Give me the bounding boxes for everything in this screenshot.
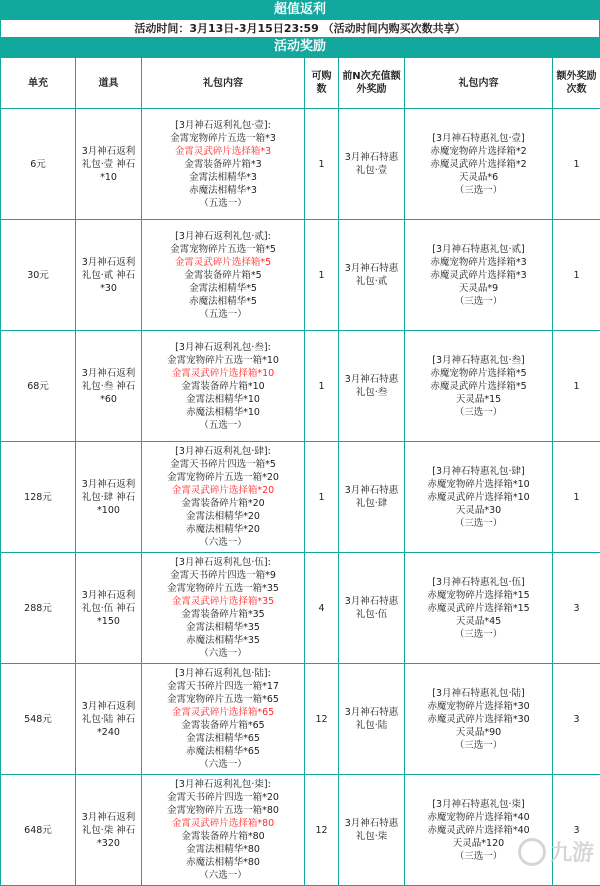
cell-gift2 bbox=[405, 331, 553, 442]
cell-item: 3月神石返利礼包·陆 神石*240 bbox=[76, 664, 142, 775]
gift-line: 金霄宠物碎片五选一箱*80 bbox=[144, 804, 302, 817]
gift-line: （六选一） bbox=[144, 647, 302, 660]
cell-item: 3月神石返利礼包·伍 神石*150 bbox=[76, 553, 142, 664]
gift-line: （三选一） bbox=[407, 850, 550, 863]
gift-line: 金霄天书碎片四选一箱*17 bbox=[144, 680, 302, 693]
gift-line: 赤魔灵武碎片选择箱*30 bbox=[407, 713, 550, 726]
gift-line: 赤魔宠物碎片选择箱*10 bbox=[407, 478, 550, 491]
gift-line: 天灵晶*9 bbox=[407, 282, 550, 295]
cell-amount: 68元 bbox=[1, 331, 76, 442]
gift-line: 天灵晶*120 bbox=[407, 837, 550, 850]
cell-item: 3月神石返利礼包·肆 神石*100 bbox=[76, 442, 142, 553]
gift-line: （六选一） bbox=[144, 536, 302, 549]
gift-line: 赤魔法相精华*20 bbox=[144, 523, 302, 536]
cell-extra: 3月神石特惠礼包·叁 bbox=[339, 331, 405, 442]
section-title: 活动奖励 bbox=[0, 37, 600, 57]
table-header-row bbox=[1, 58, 600, 109]
cell-gift2 bbox=[405, 553, 553, 664]
cell-gift bbox=[142, 331, 305, 442]
gift-line: 赤魔宠物碎片选择箱*40 bbox=[407, 811, 550, 824]
gift-line: 金霄宠物碎片五选一箱*10 bbox=[144, 354, 302, 367]
gift-line: 金霄灵武碎片选择箱*65 bbox=[144, 706, 302, 719]
gift-line: 金霄灵武碎片选择箱*3 bbox=[144, 145, 302, 158]
cell-extra: 3月神石特惠礼包·肆 bbox=[339, 442, 405, 553]
gift-line: [3月神石特惠礼包·叁] bbox=[407, 354, 550, 367]
gift-line: （三选一） bbox=[407, 295, 550, 308]
cell-item: 3月神石返利礼包·柒 神石*320 bbox=[76, 775, 142, 886]
col-header-gift: 礼包内容 bbox=[142, 58, 305, 109]
table-body bbox=[1, 109, 600, 886]
gift-line: 金霄装备碎片箱*80 bbox=[144, 830, 302, 843]
gift-line: [3月神石特惠礼包·肆] bbox=[407, 465, 550, 478]
gift-line: 金霄灵武碎片选择箱*10 bbox=[144, 367, 302, 380]
gift-line: （三选一） bbox=[407, 406, 550, 419]
cell-count: 4 bbox=[305, 553, 339, 664]
gift-line: 金霄宠物碎片五选一箱*35 bbox=[144, 582, 302, 595]
cell-gift bbox=[142, 775, 305, 886]
gift-line: 赤魔灵武碎片选择箱*3 bbox=[407, 269, 550, 282]
gift-line: 金霄灵武碎片选择箱*80 bbox=[144, 817, 302, 830]
gift-line: 金霄灵武碎片选择箱*20 bbox=[144, 484, 302, 497]
cell-gift2 bbox=[405, 442, 553, 553]
gift-line: （三选一） bbox=[407, 628, 550, 641]
gift-line: 天灵晶*6 bbox=[407, 171, 550, 184]
table-row bbox=[1, 553, 600, 664]
table-row bbox=[1, 109, 600, 220]
gift-line: 赤魔灵武碎片选择箱*2 bbox=[407, 158, 550, 171]
table-row bbox=[1, 442, 600, 553]
cell-extra-count: 3 bbox=[553, 664, 600, 775]
gift-line: （三选一） bbox=[407, 184, 550, 197]
cell-amount: 288元 bbox=[1, 553, 76, 664]
gift-line: [3月神石返利礼包·柒]: bbox=[144, 778, 302, 791]
gift-line: [3月神石特惠礼包·壹] bbox=[407, 132, 550, 145]
gift-line: [3月神石特惠礼包·贰] bbox=[407, 243, 550, 256]
cell-extra: 3月神石特惠礼包·贰 bbox=[339, 220, 405, 331]
gift-line: 赤魔宠物碎片选择箱*3 bbox=[407, 256, 550, 269]
cell-extra: 3月神石特惠礼包·壹 bbox=[339, 109, 405, 220]
cell-gift2 bbox=[405, 220, 553, 331]
gift-line: [3月神石特惠礼包·陆] bbox=[407, 687, 550, 700]
cell-gift bbox=[142, 553, 305, 664]
cell-count: 1 bbox=[305, 331, 339, 442]
gift-line: 金霄法相精华*5 bbox=[144, 282, 302, 295]
cell-item: 3月神石返利礼包·贰 神石*30 bbox=[76, 220, 142, 331]
cell-amount: 548元 bbox=[1, 664, 76, 775]
table-row bbox=[1, 664, 600, 775]
reward-table bbox=[0, 57, 600, 886]
cell-amount: 6元 bbox=[1, 109, 76, 220]
gift-line: 天灵晶*30 bbox=[407, 504, 550, 517]
gift-line: 赤魔宠物碎片选择箱*15 bbox=[407, 589, 550, 602]
gift-line: 金霄法相精华*35 bbox=[144, 621, 302, 634]
gift-line: [3月神石返利礼包·壹]: bbox=[144, 119, 302, 132]
cell-gift2 bbox=[405, 664, 553, 775]
gift-line: 金霄灵武碎片选择箱*35 bbox=[144, 595, 302, 608]
gift-line: 天灵晶*15 bbox=[407, 393, 550, 406]
gift-line: 赤魔灵武碎片选择箱*10 bbox=[407, 491, 550, 504]
gift-line: 金霄宠物碎片五选一箱*3 bbox=[144, 132, 302, 145]
gift-line: 赤魔宠物碎片选择箱*5 bbox=[407, 367, 550, 380]
gift-line: 赤魔宠物碎片选择箱*30 bbox=[407, 700, 550, 713]
cell-count: 12 bbox=[305, 664, 339, 775]
gift-line: [3月神石特惠礼包·柒] bbox=[407, 798, 550, 811]
gift-line: 金霄法相精华*80 bbox=[144, 843, 302, 856]
gift-line: 赤魔法相精华*10 bbox=[144, 406, 302, 419]
gift-line: 赤魔法相精华*35 bbox=[144, 634, 302, 647]
gift-line: [3月神石返利礼包·肆]: bbox=[144, 445, 302, 458]
cell-item: 3月神石返利礼包·叁 神石*60 bbox=[76, 331, 142, 442]
gift-line: （三选一） bbox=[407, 739, 550, 752]
watermark-logo-icon bbox=[518, 838, 546, 866]
cell-item: 3月神石返利礼包·壹 神石*10 bbox=[76, 109, 142, 220]
gift-line: （五选一） bbox=[144, 419, 302, 432]
cell-count: 1 bbox=[305, 109, 339, 220]
gift-line: （五选一） bbox=[144, 197, 302, 210]
col-header-amount: 单充 bbox=[1, 58, 76, 109]
gift-line: （三选一） bbox=[407, 517, 550, 530]
gift-line: 天灵晶*90 bbox=[407, 726, 550, 739]
cell-gift bbox=[142, 220, 305, 331]
col-header-extra-count: 额外奖励次数 bbox=[553, 58, 600, 109]
cell-extra: 3月神石特惠礼包·陆 bbox=[339, 664, 405, 775]
col-header-extra: 前N次充值额外奖励 bbox=[339, 58, 405, 109]
gift-line: 赤魔宠物碎片选择箱*2 bbox=[407, 145, 550, 158]
gift-line: 赤魔法相精华*65 bbox=[144, 745, 302, 758]
gift-line: 金霄装备碎片箱*10 bbox=[144, 380, 302, 393]
col-header-count: 可购数 bbox=[305, 58, 339, 109]
cell-extra-count: 1 bbox=[553, 220, 600, 331]
gift-line: [3月神石返利礼包·叁]: bbox=[144, 341, 302, 354]
gift-line: （六选一） bbox=[144, 869, 302, 882]
gift-line: 赤魔法相精华*80 bbox=[144, 856, 302, 869]
gift-line: 金霄装备碎片箱*35 bbox=[144, 608, 302, 621]
watermark-text: 九游 bbox=[550, 836, 594, 867]
gift-line: 赤魔灵武碎片选择箱*40 bbox=[407, 824, 550, 837]
cell-gift bbox=[142, 442, 305, 553]
gift-line: （六选一） bbox=[144, 758, 302, 771]
gift-line: [3月神石返利礼包·陆]: bbox=[144, 667, 302, 680]
gift-line: 金霄法相精华*10 bbox=[144, 393, 302, 406]
cell-extra: 3月神石特惠礼包·柒 bbox=[339, 775, 405, 886]
cell-gift2 bbox=[405, 775, 553, 886]
cell-extra-count: 3 bbox=[553, 775, 600, 886]
event-period: 活动时间：3月13日-3月15日23:59 （活动时间内购买次数共享） bbox=[0, 20, 600, 37]
gift-line: 金霄装备碎片箱*65 bbox=[144, 719, 302, 732]
cell-count: 1 bbox=[305, 220, 339, 331]
gift-line: 赤魔灵武碎片选择箱*15 bbox=[407, 602, 550, 615]
watermark bbox=[518, 836, 594, 867]
gift-line: 金霄装备碎片箱*5 bbox=[144, 269, 302, 282]
gift-line: 金霄宠物碎片五选一箱*5 bbox=[144, 243, 302, 256]
cell-amount: 128元 bbox=[1, 442, 76, 553]
gift-line: 金霄法相精华*20 bbox=[144, 510, 302, 523]
cell-extra: 3月神石特惠礼包·伍 bbox=[339, 553, 405, 664]
gift-line: [3月神石返利礼包·贰]: bbox=[144, 230, 302, 243]
gift-line: [3月神石特惠礼包·伍] bbox=[407, 576, 550, 589]
gift-line: 金霄天书碎片四选一箱*20 bbox=[144, 791, 302, 804]
cell-extra-count: 3 bbox=[553, 553, 600, 664]
cell-extra-count: 1 bbox=[553, 442, 600, 553]
cell-gift bbox=[142, 109, 305, 220]
cell-amount: 648元 bbox=[1, 775, 76, 886]
table-row bbox=[1, 775, 600, 886]
gift-line: 赤魔法相精华*5 bbox=[144, 295, 302, 308]
table-row bbox=[1, 220, 600, 331]
cell-gift bbox=[142, 664, 305, 775]
gift-line: 金霄法相精华*3 bbox=[144, 171, 302, 184]
gift-line: 赤魔灵武碎片选择箱*5 bbox=[407, 380, 550, 393]
gift-line: 天灵晶*45 bbox=[407, 615, 550, 628]
gift-line: 金霄法相精华*65 bbox=[144, 732, 302, 745]
gift-line: 金霄灵武碎片选择箱*5 bbox=[144, 256, 302, 269]
col-header-gift2: 礼包内容 bbox=[405, 58, 553, 109]
cell-count: 12 bbox=[305, 775, 339, 886]
gift-line: 金霄天书碎片四选一箱*5 bbox=[144, 458, 302, 471]
banner-title: 超值返利 bbox=[0, 0, 600, 20]
gift-line: 金霄宠物碎片五选一箱*20 bbox=[144, 471, 302, 484]
gift-line: 金霄装备碎片箱*20 bbox=[144, 497, 302, 510]
gift-line: 金霄宠物碎片五选一箱*65 bbox=[144, 693, 302, 706]
gift-line: （五选一） bbox=[144, 308, 302, 321]
gift-line: 金霄装备碎片箱*3 bbox=[144, 158, 302, 171]
cell-count: 1 bbox=[305, 442, 339, 553]
gift-line: 金霄天书碎片四选一箱*9 bbox=[144, 569, 302, 582]
cell-amount: 30元 bbox=[1, 220, 76, 331]
cell-gift2 bbox=[405, 109, 553, 220]
col-header-item: 道具 bbox=[76, 58, 142, 109]
table-row bbox=[1, 331, 600, 442]
cell-extra-count: 1 bbox=[553, 331, 600, 442]
gift-line: 赤魔法相精华*3 bbox=[144, 184, 302, 197]
gift-line: [3月神石返利礼包·伍]: bbox=[144, 556, 302, 569]
cell-extra-count: 1 bbox=[553, 109, 600, 220]
